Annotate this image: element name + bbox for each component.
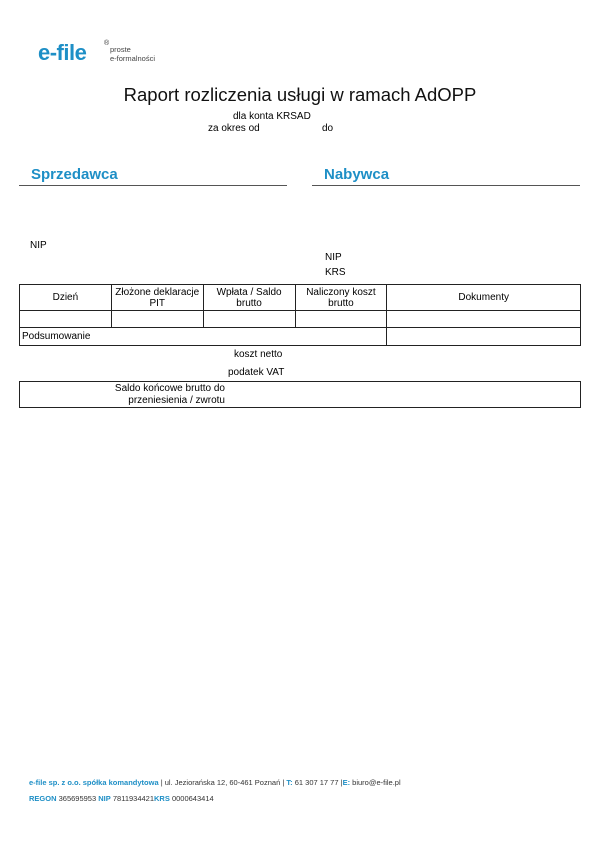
footer-line-1: e-file sp. z o.o. spółka komandytowa | ul. Jeziorańska 12, 60-461 Poznań | T: 61 307 17 77 |E: biuro@e-file.pl	[29, 778, 401, 787]
buyer-nip-label: NIP	[325, 252, 342, 263]
footer-company: e-file sp. z o.o. spółka komandytowa	[29, 778, 159, 787]
buyer-krs-label: KRS	[325, 267, 346, 278]
seller-divider	[19, 185, 287, 186]
header-pit-declarations: Złożone deklaracje PIT	[111, 285, 203, 311]
net-cost-label: koszt netto	[234, 349, 283, 360]
header-payment-balance: Wpłata / Saldo brutto	[203, 285, 295, 311]
period-to-label: do	[322, 123, 334, 134]
summary-label: Podsumowanie	[20, 328, 387, 346]
footer-regon-label: REGON	[29, 794, 57, 803]
footer-nip-label: NIP	[98, 794, 111, 803]
table-header-row	[20, 285, 581, 311]
header-charged-cost: Naliczony koszt brutto	[295, 285, 387, 311]
logo-tagline: proste e-formalności	[110, 45, 156, 63]
footer-phone: 61 307 17 77	[294, 778, 339, 787]
footer-email: biuro@e-file.pl	[352, 778, 401, 787]
report-title: Raport rozliczenia usługi w ramach AdOPP	[123, 84, 477, 105]
footer-line-2	[29, 794, 214, 803]
footer-krs: 0000643414	[171, 794, 214, 803]
account-line: dla konta KRSAD	[233, 111, 311, 122]
footer-address: ul. Jeziorańska 12, 60-461 Poznań	[164, 778, 281, 787]
header-documents: Dokumenty	[387, 285, 581, 311]
header-day: Dzień	[20, 285, 112, 311]
final-balance-box	[19, 381, 581, 408]
footer-krs-label: KRS	[154, 794, 170, 803]
vat-label: podatek VAT	[228, 367, 285, 378]
logo-registered-mark: ®	[104, 40, 110, 47]
final-balance-label: Saldo końcowe brutto do przeniesienia / zwrotu	[114, 383, 225, 406]
buyer-divider	[312, 185, 580, 186]
period-from-label: za okres od	[208, 123, 260, 134]
footer-email-label: E:	[342, 778, 351, 787]
seller-heading: Sprzedawca	[31, 166, 118, 183]
footer-regon: 365695953	[58, 794, 97, 803]
footer-nip: 7811934421	[112, 794, 155, 803]
summary-row	[20, 328, 581, 346]
seller-nip-label: NIP	[30, 240, 47, 251]
table-row	[20, 311, 581, 328]
footer-phone-label: T:	[286, 778, 293, 787]
settlement-table	[19, 284, 581, 346]
logo-brand: e-file	[38, 40, 87, 65]
buyer-heading: Nabywca	[324, 166, 390, 183]
